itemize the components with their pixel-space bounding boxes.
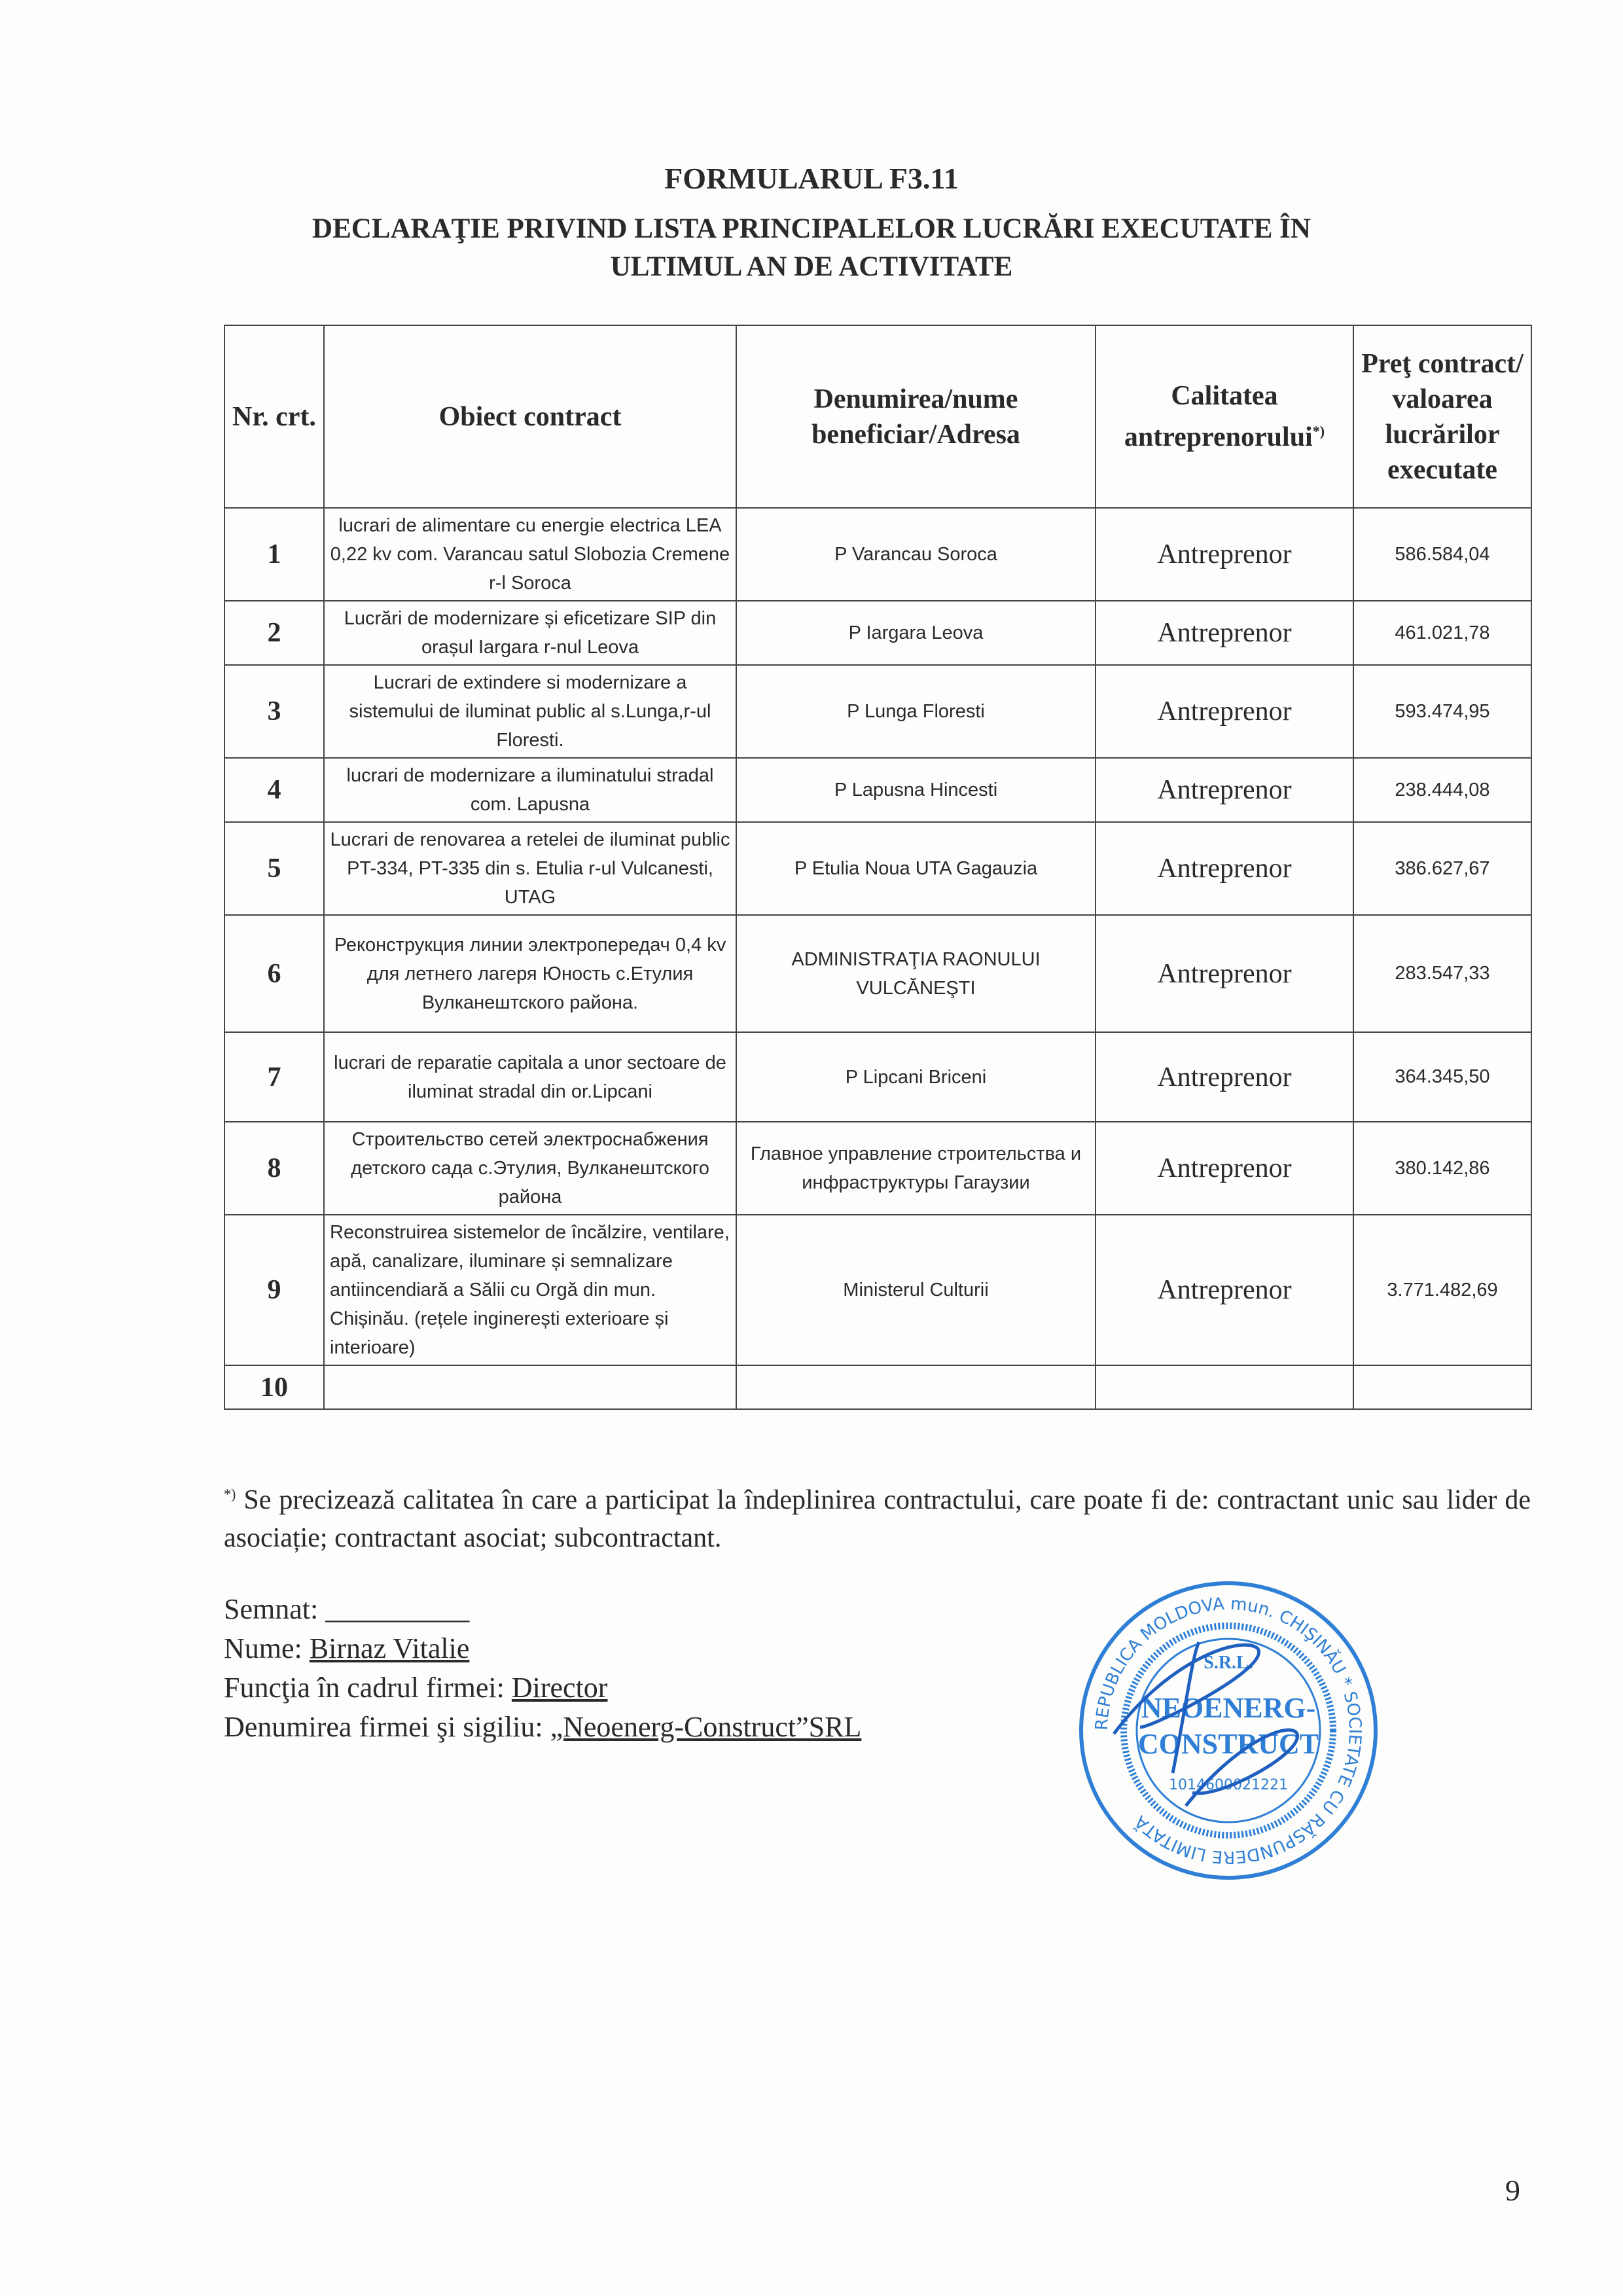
obiect-contract-cell: lucrari de reparatie capitala a unor sectoare de iluminat stradal din or.Lipcani [324, 1032, 736, 1122]
row-number: 5 [224, 822, 324, 915]
row-number: 3 [224, 665, 324, 758]
pret-cell: 380.142,86 [1353, 1122, 1531, 1215]
row-number: 2 [224, 601, 324, 665]
calitate-cell: Antreprenor [1096, 665, 1353, 758]
footnote [224, 1475, 1531, 1557]
form-title: FORMULARUL F3.11 [664, 162, 959, 195]
firma-value: „Neoenerg-Construct”SRL [550, 1711, 862, 1743]
calitate-cell: Antreprenor [1096, 915, 1353, 1032]
functia-label: Funcţia în cadrul firmei: [224, 1672, 505, 1704]
obiect-contract-cell: lucrari de modernizare a iluminatului stradal com. Lapusna [324, 758, 736, 822]
beneficiar-cell: Ministerul Culturii [736, 1215, 1096, 1365]
beneficiar-cell: P Iargara Leova [736, 601, 1096, 665]
table-row [224, 1365, 1531, 1409]
beneficiar-cell: P Lipcani Briceni [736, 1032, 1096, 1122]
pret-cell: 3.771.482,69 [1353, 1215, 1531, 1365]
declaration-title-line2: ULTIMUL AN DE ACTIVITATE [610, 251, 1013, 282]
calitate-cell: Antreprenor [1096, 508, 1353, 601]
calitate-cell [1096, 1365, 1353, 1409]
signature-blank: __________ [325, 1593, 470, 1625]
obiect-contract-cell: Lucrări de modernizare și eficetizare SIP din orașul Iargara r-nul Leova [324, 601, 736, 665]
beneficiar-cell: Главное управление строительства и инфраструктуры Гагаузии [736, 1122, 1096, 1215]
functia-value: Director [511, 1672, 608, 1704]
nume-value: Birnaz Vitalie [309, 1632, 470, 1664]
obiect-contract-cell: Строительство сетей электроснабжения детского сада с.Этулия, Вулканештского района [324, 1122, 736, 1215]
beneficiar-cell: ADMINISTRAŢIA RAONULUI VULCĂNEŞTI [736, 915, 1096, 1032]
calitate-cell: Antreprenor [1096, 1215, 1353, 1365]
table-row [224, 758, 1531, 822]
semnat-label: Semnat: [224, 1593, 319, 1625]
row-number: 7 [224, 1032, 324, 1122]
beneficiar-cell: P Varancau Soroca [736, 508, 1096, 601]
pret-cell: 283.547,33 [1353, 915, 1531, 1032]
beneficiar-cell: P Lunga Floresti [736, 665, 1096, 758]
col-header-obiect: Obiect contract [324, 325, 736, 508]
col-header-pret: Preţ contract/ valoarea lucrărilor executate [1353, 325, 1531, 508]
table-row [224, 822, 1531, 915]
obiect-contract-cell: Reconstruirea sistemelor de încălzire, ventilare, apă, canalizare, iluminare și semnalizare antiincendiară a Sălii cu Orgă din mun. Chișinău. (rețele inginerești exterioare și interioare) [324, 1215, 736, 1365]
calitate-label: Calitatea antreprenorului [1124, 381, 1313, 452]
table-header-row [224, 325, 1531, 508]
company-seal-stamp [1075, 1577, 1382, 1884]
pret-cell: 461.021,78 [1353, 601, 1531, 665]
pret-cell: 386.627,67 [1353, 822, 1531, 915]
firma-label: Denumirea firmei şi sigiliu: [224, 1711, 543, 1743]
stamp-name-line1: NEOENERG- [1141, 1692, 1316, 1724]
footnote-mark: *) [224, 1486, 236, 1502]
stamp-srl: S.R.L. [1204, 1653, 1253, 1673]
row-number: 1 [224, 508, 324, 601]
row-number: 6 [224, 915, 324, 1032]
table-row [224, 1215, 1531, 1365]
signature-block [224, 1590, 1531, 1904]
pret-cell: 238.444,08 [1353, 758, 1531, 822]
table-row [224, 1122, 1531, 1215]
obiect-contract-cell: Lucrari de renovarea a retelei de iluminat public PT-334, PT-335 din s. Etulia r-ul Vulcanesti, UTAG [324, 822, 736, 915]
obiect-contract-cell: Реконструкция линии электропередач 0,4 kv для летнего лагеря Юность с.Етулия Вулканештского района. [324, 915, 736, 1032]
row-number: 4 [224, 758, 324, 822]
footnote-text: Se precizează calitatea în care a participat la îndeplinirea contractului, care poate fi de: contractant unic sau lider de asociație; contractant asociat; subcontractant. [224, 1485, 1531, 1553]
calitate-cell: Antreprenor [1096, 601, 1353, 665]
row-number: 9 [224, 1215, 324, 1365]
table-row [224, 665, 1531, 758]
document-body [224, 325, 1531, 1904]
col-header-nr: Nr. crt. [224, 325, 324, 508]
stamp-code: 1014600021221 [1169, 1777, 1288, 1793]
col-header-calitate [1096, 325, 1353, 508]
pret-cell: 586.584,04 [1353, 508, 1531, 601]
calitate-cell: Antreprenor [1096, 1122, 1353, 1215]
table-row [224, 601, 1531, 665]
pret-cell: 364.345,50 [1353, 1032, 1531, 1122]
row-number: 8 [224, 1122, 324, 1215]
obiect-contract-cell: lucrari de alimentare cu energie electrica LEA 0,22 kv com. Varancau satul Slobozia Cremene r-l Soroca [324, 508, 736, 601]
footnote-mark: *) [1312, 423, 1325, 439]
page-number: 9 [1505, 2174, 1520, 2207]
obiect-contract-cell [324, 1365, 736, 1409]
nume-label: Nume: [224, 1632, 302, 1664]
stamp-name-line2: CONSTRUCT [1137, 1728, 1319, 1760]
declaration-title-line1: DECLARAŢIE PRIVIND LISTA PRINCIPALELOR LUCRĂRI EXECUTATE ÎN [312, 213, 1311, 244]
beneficiar-cell [736, 1365, 1096, 1409]
pret-cell [1353, 1365, 1531, 1409]
beneficiar-cell: P Lapusna Hincesti [736, 758, 1096, 822]
works-table [224, 325, 1532, 1410]
col-header-beneficiar: Denumirea/nume beneficiar/Adresa [736, 325, 1096, 508]
stamp-outer-text: REPUBLICA MOLDOVA mun. CHIŞINĂU * SOCIETATE CU RĂSPUNDERE LIMITATĂ [1092, 1594, 1365, 1867]
beneficiar-cell: P Etulia Noua UTA Gagauzia [736, 822, 1096, 915]
calitate-cell: Antreprenor [1096, 1032, 1353, 1122]
table-row [224, 508, 1531, 601]
row-number: 10 [224, 1365, 324, 1409]
obiect-contract-cell: Lucrari de extindere si modernizare a sistemului de iluminat public al s.Lunga,r-ul Floresti. [324, 665, 736, 758]
calitate-cell: Antreprenor [1096, 822, 1353, 915]
calitate-cell: Antreprenor [1096, 758, 1353, 822]
pret-cell: 593.474,95 [1353, 665, 1531, 758]
table-row [224, 1032, 1531, 1122]
table-row [224, 915, 1531, 1032]
